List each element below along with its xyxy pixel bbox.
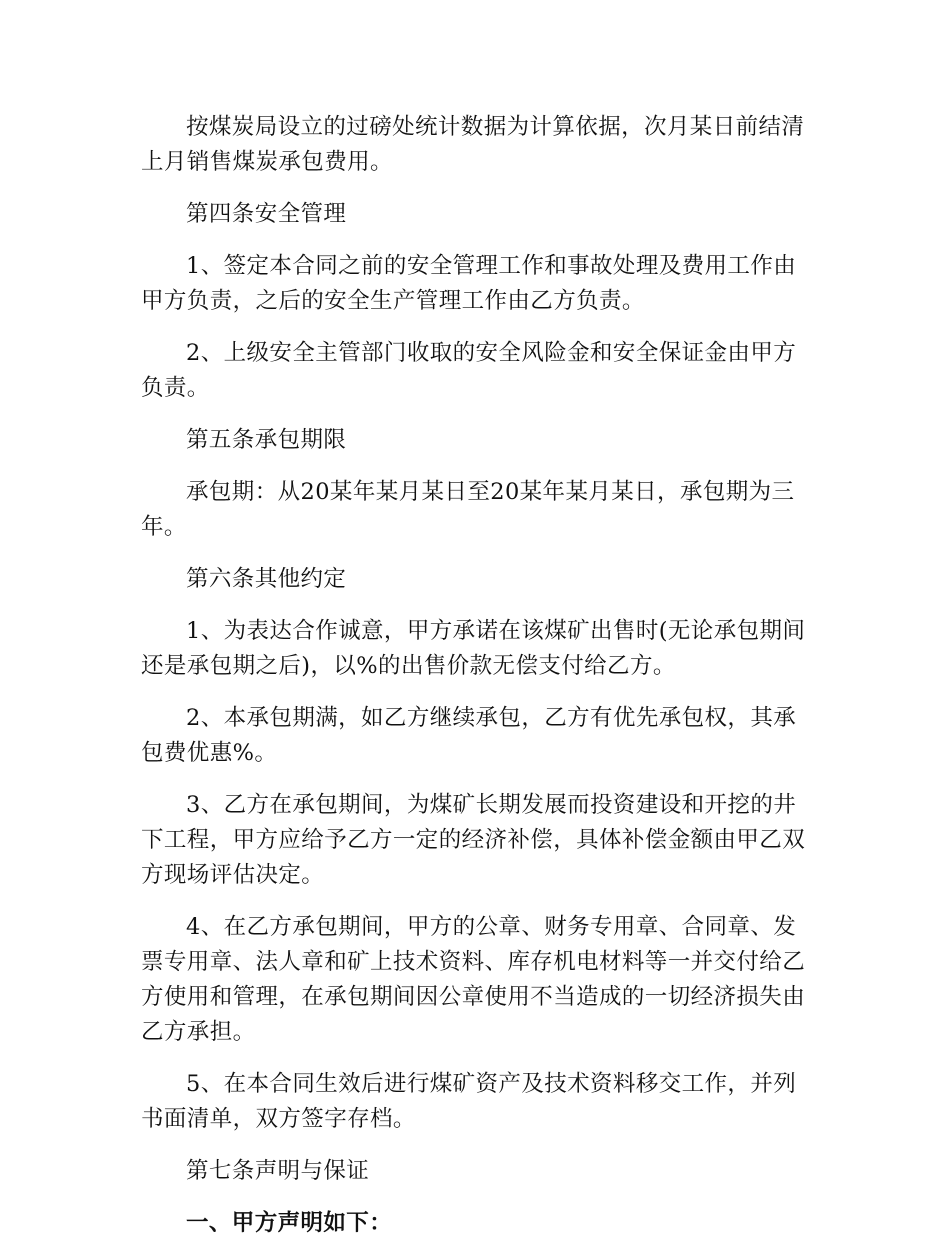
heading-article-5: 第五条承包期限 bbox=[186, 427, 347, 453]
paragraph-contract-term: 承包期：从20某年某月某日至20某年某月某日，承包期为三年。 bbox=[141, 479, 795, 540]
paragraph-safety-1: 1、签定本合同之前的安全管理工作和事故处理及费用工作由甲方负责，之后的安全生产管理工作由乙方负责。 bbox=[141, 253, 797, 314]
paragraph-other-2: 2、本承包期满，如乙方继续承包，乙方有优先承包权，其承包费优惠%。 bbox=[141, 705, 797, 766]
paragraph-other-1: 1、为表达合作诚意，甲方承诺在该煤矿出售时(无论承包期间还是承包期之后)，以%的出售价款无偿支付给乙方。 bbox=[141, 618, 806, 679]
document-body bbox=[141, 110, 813, 1258]
paragraph-safety-2: 2、上级安全主管部门收取的安全风险金和安全保证金由甲方负责。 bbox=[141, 340, 797, 401]
subheading-party-a-declaration: 一、甲方声明如下： bbox=[186, 1210, 393, 1236]
paragraph-other-5: 5、在本合同生效后进行煤矿资产及技术资料移交工作，并列书面清单，双方签字存档。 bbox=[141, 1071, 797, 1132]
heading-article-6: 第六条其他约定 bbox=[186, 566, 347, 592]
paragraph-payment-basis: 按煤炭局设立的过磅处统计数据为计算依据，次月某日前结清上月销售煤炭承包费用。 bbox=[141, 114, 805, 175]
heading-article-7: 第七条声明与保证 bbox=[186, 1158, 370, 1184]
heading-article-4: 第四条安全管理 bbox=[186, 201, 347, 227]
paragraph-other-4: 4、在乙方承包期间，甲方的公章、财务专用章、合同章、发票专用章、法人章和矿上技术资料、库存机电材料等一并交付给乙方使用和管理，在承包期间因公章使用不当造成的一切经济损失由乙方承担。 bbox=[141, 914, 806, 1045]
paragraph-other-3: 3、乙方在承包期间，为煤矿长期发展而投资建设和开挖的井下工程，甲方应给予乙方一定的经济补偿，具体补偿金额由甲乙双方现场评估决定。 bbox=[141, 792, 806, 888]
